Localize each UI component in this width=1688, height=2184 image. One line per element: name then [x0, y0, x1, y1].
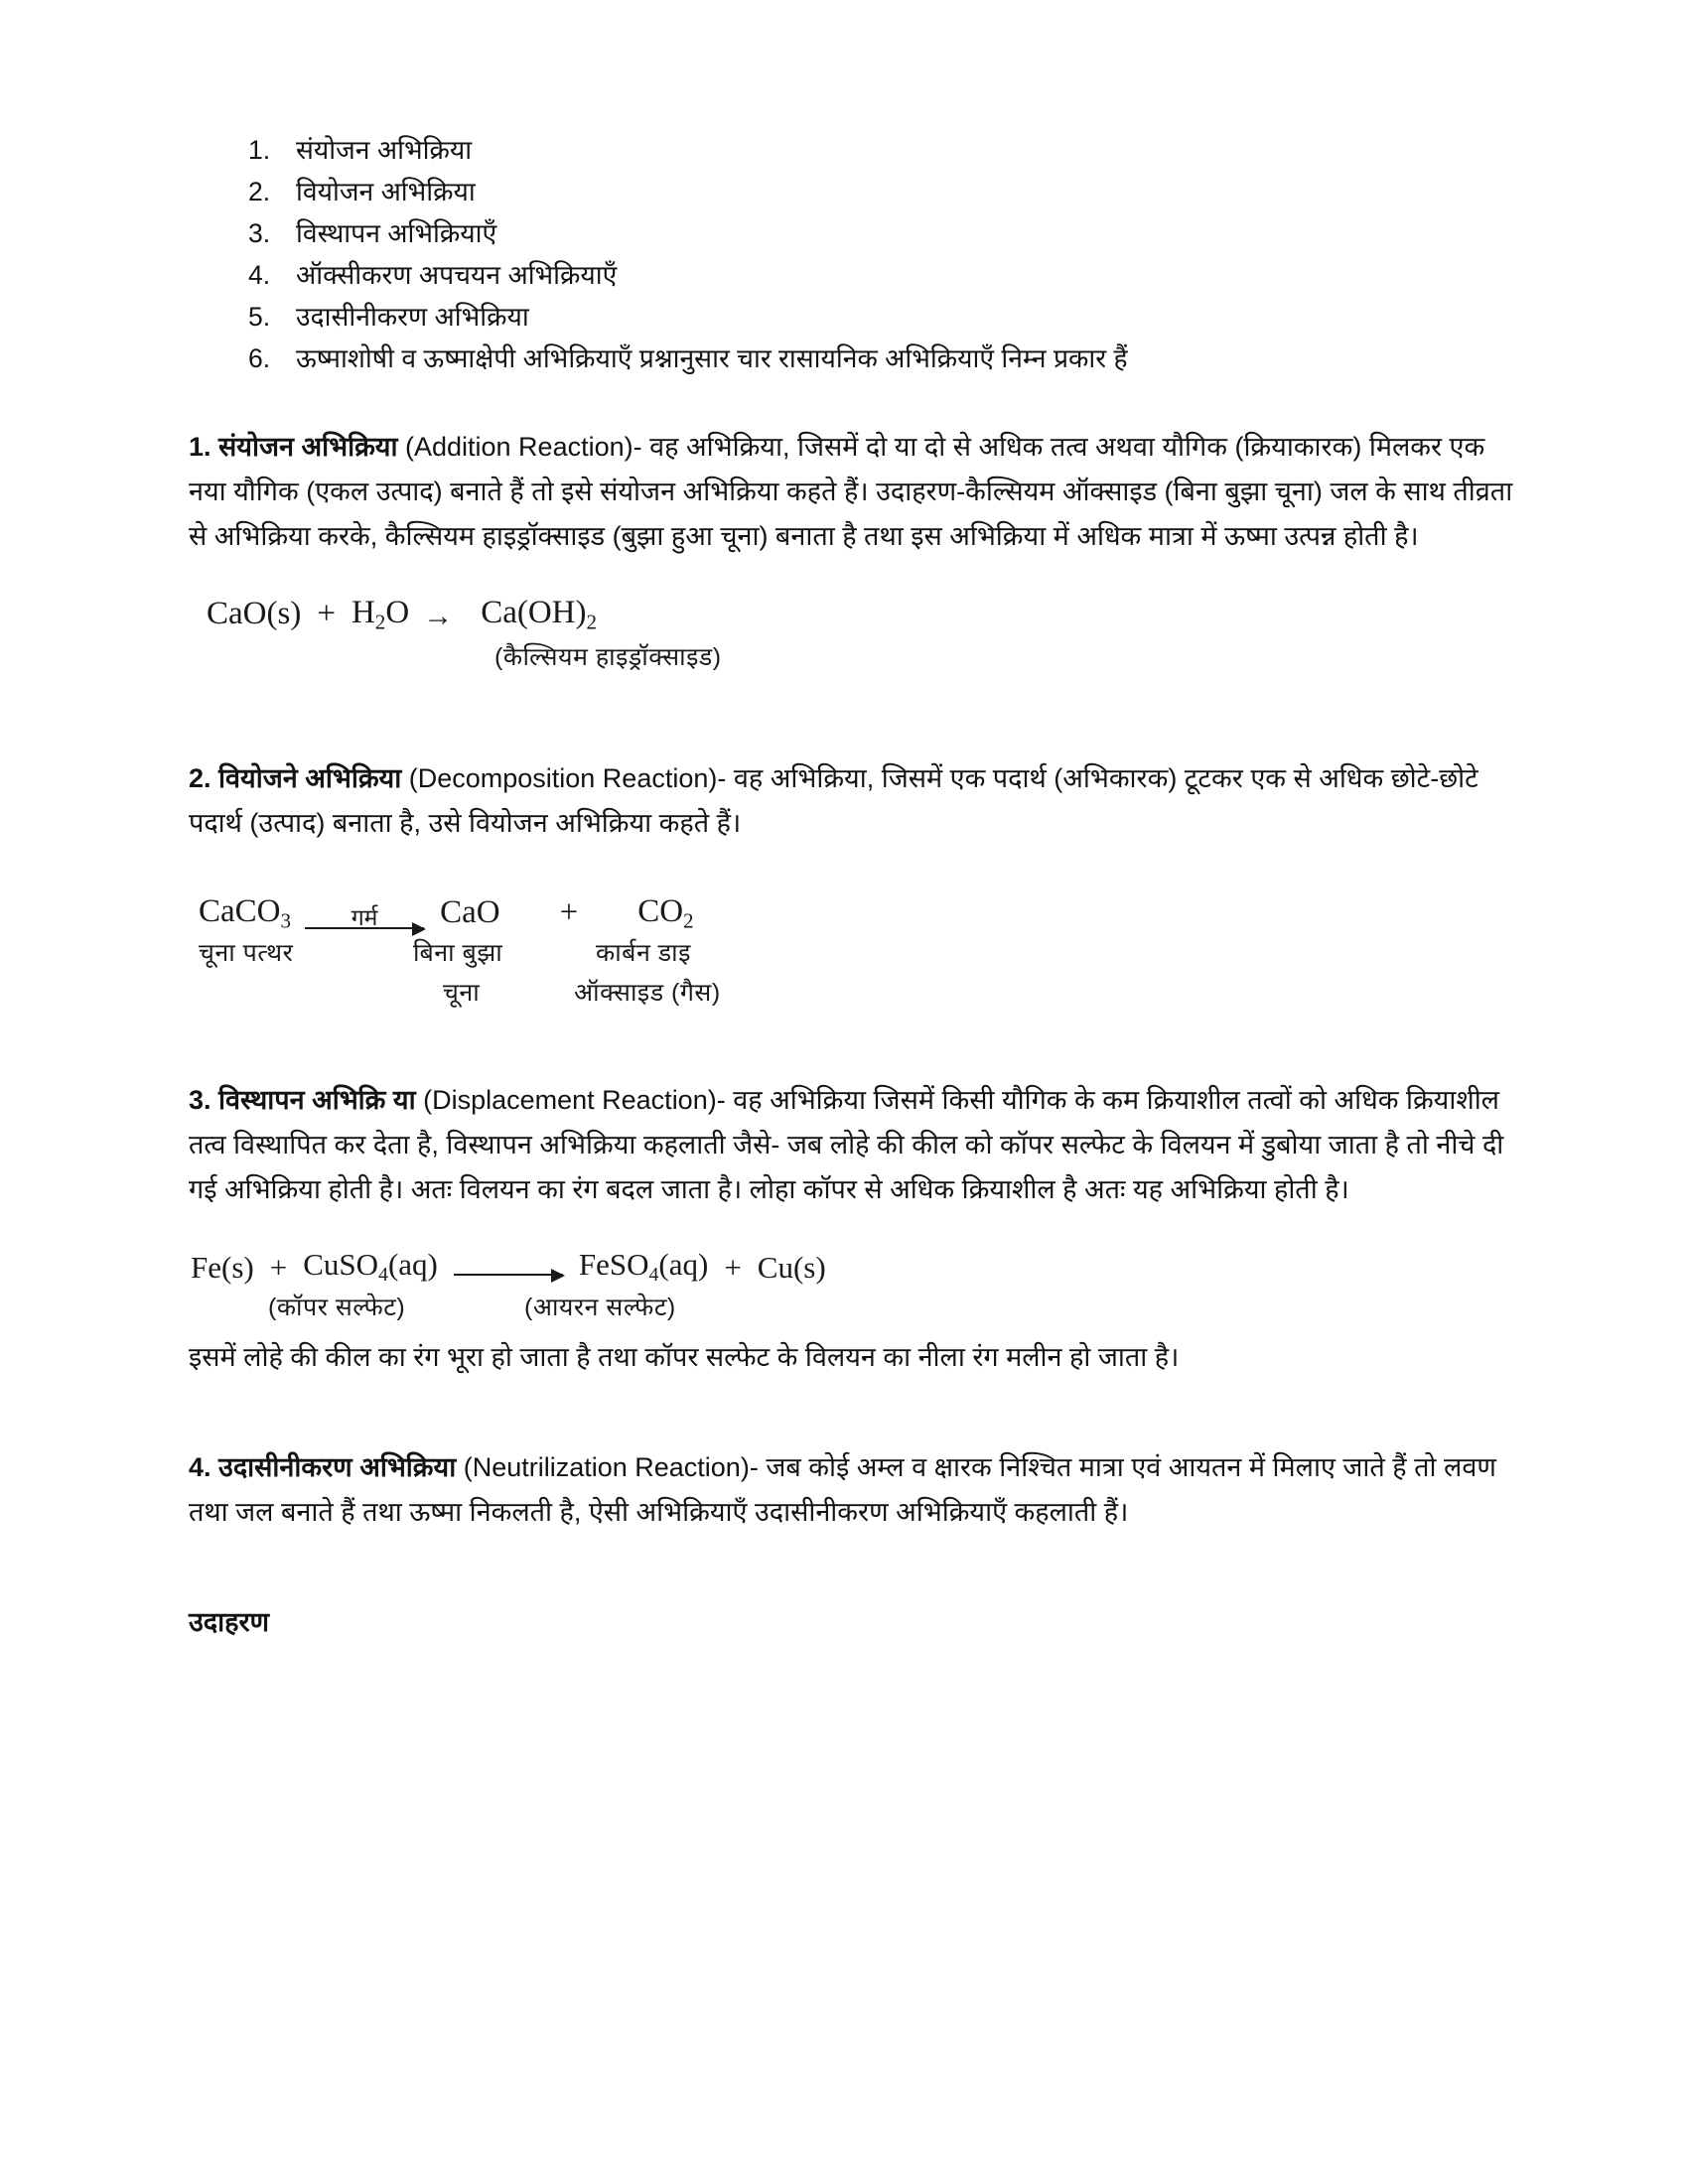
eq3-plus-2: + — [724, 1250, 742, 1286]
eq1-product-main: Ca(OH) — [481, 595, 587, 630]
equation-2-row — [199, 891, 1524, 934]
eq3-arrow-icon — [454, 1274, 563, 1276]
spacer — [189, 1013, 1524, 1058]
eq3-r2-sub: 4 — [378, 1264, 388, 1287]
section-3-heading-english: (Displacement Reaction)- — [423, 1085, 726, 1116]
spacer — [189, 1426, 1524, 1445]
eq3-p1-main: FeSO — [578, 1247, 649, 1283]
section-3-heading-hindi: विस्थापन अभिक्रि या — [218, 1085, 416, 1116]
spacer — [189, 1212, 1524, 1246]
spacer — [189, 723, 1524, 756]
section-1-heading-english: (Addition Reaction)- — [404, 432, 642, 462]
eq2-condition-label: गर्म — [351, 904, 378, 931]
eq1-reactant-2 — [352, 593, 409, 635]
section-1-paragraph — [189, 425, 1524, 559]
eq2-reactant-main: CaCO — [199, 892, 281, 929]
section-3-body: वह अभिक्रिया जिसमें किसी यौगिक के कम क्रियाशील तत्वों को अधिक क्रियाशील तत्व विस्थापित कर देता है, विस्थापन अभिक्रिया कहलाती जैसे- जब लोहे की कील को कॉपर सल्फेट के विलयन में डुबोया जाता है तो नीचे दी गई अभिक्रिया होती है। अतः विलयन का रंग बदल जाता है। लोहा कॉपर से अधिक क्रियाशील है अतः यह अभिक्रिया होती है। — [189, 1085, 1504, 1205]
equation-2-labels-row-2 — [199, 973, 1524, 1013]
eq3-product-2: Cu(s) — [757, 1250, 826, 1286]
equation-2-labels-row-1 — [199, 933, 1524, 973]
equation-3-row — [191, 1246, 1524, 1288]
section-3-number: 3. — [189, 1085, 211, 1116]
eq3-product-1 — [579, 1246, 708, 1288]
list-item: संयोजन अभिक्रिया — [296, 135, 473, 165]
section-1-heading-hindi: संयोजन अभिक्रिया — [218, 432, 398, 462]
eq2-product-1: CaO — [440, 894, 500, 931]
eq3-label-reactant-2: (कॉपर सल्फेट) — [268, 1294, 406, 1322]
section-2-paragraph — [189, 756, 1524, 846]
section-1-body: वह अभिक्रिया, जिसमें दो या दो से अधिक तत्व अथवा यौगिक (क्रियाकारक) मिलकर एक नया यौगिक (एकल उत्पाद) बनाते हैं तो इसे संयोजन अभिक्रिया कहते हैं। उदाहरण-कैल्सियम ऑक्साइड (बिना बुझा चूना) जल के साथ तीव्रता से अभिक्रिया करके, कैल्सियम हाइड्रॉक्साइड (बुझा हुआ चूना) बनाता है तथा इस अभिक्रिया में अधिक मात्रा में ऊष्मा उत्पन्न होती है। — [189, 432, 1513, 551]
spacer — [189, 1535, 1524, 1580]
eq1-product-sub: 2 — [586, 610, 598, 634]
section-4-paragraph — [189, 1445, 1524, 1535]
eq1-r2-tail: O — [385, 595, 410, 630]
eq1-product-label: (कैल्सियम हाइड्रॉक्साइड) — [494, 642, 722, 671]
spacer — [189, 846, 1524, 891]
spacer — [189, 379, 1524, 425]
eq2-label-reactant: चूना पत्थर — [199, 939, 294, 968]
eq2-reactant-sub: 3 — [280, 908, 292, 933]
section-2-number: 2. — [189, 762, 211, 793]
spacer — [189, 1380, 1524, 1426]
eq3-label-product-1: (आयरन सल्फेट) — [524, 1294, 676, 1322]
section-2-heading-hindi: वियोजने अभिक्रिया — [218, 762, 402, 793]
section-3-paragraph — [189, 1078, 1524, 1212]
list-item: ऑक्सीकरण अपचयन अभिक्रियाएँ — [296, 260, 618, 290]
eq1-reactant-1: CaO(s) — [207, 596, 302, 632]
equation-2 — [189, 891, 1524, 1014]
list-item: विस्थापन अभिक्रियाएँ — [296, 218, 497, 248]
eq1-arrow-icon: → — [423, 600, 454, 633]
eq2-product2-main: CO — [637, 892, 684, 929]
list-item: उदासीनीकरण अभिक्रिया — [296, 302, 529, 332]
section-1-number: 1. — [189, 432, 211, 462]
spacer — [189, 677, 1524, 723]
section-4-body: जब कोई अम्ल व क्षारक निश्चित मात्रा एवं आयतन में मिलाए जाते हैं तो लवण तथा जल बनाते हैं तथा ऊष्मा निकलती है, ऐसी अभिक्रियाएँ उदासीनीकरण अभिक्रियाएँ कहलाती हैं। — [189, 1452, 1496, 1528]
eq3-reactant-1: Fe(s) — [191, 1250, 254, 1286]
list-item: ऊष्माशोषी व ऊष्माक्षेपी अभिक्रियाएँ प्रश्नानुसार चार रासायनिक अभिक्रियाएँ निम्न प्रकार हैं — [296, 343, 1128, 373]
eq3-r2-tail: (aq) — [387, 1247, 438, 1283]
example-heading: उदाहरण — [189, 1607, 270, 1638]
eq2-product-2 — [637, 891, 693, 934]
eq1-product — [467, 593, 597, 635]
eq3-r2-main: CuSO — [303, 1247, 379, 1283]
spacer — [189, 1058, 1524, 1078]
reaction-types-list — [189, 129, 1524, 379]
equation-3-labels-row — [191, 1288, 1524, 1325]
eq1-r2-main: H — [351, 595, 375, 630]
eq1-plus: + — [317, 596, 336, 632]
equation-1-row — [207, 593, 1524, 635]
equation-1 — [189, 593, 1524, 677]
section-4-heading-english: (Neutrilization Reaction)- — [463, 1452, 759, 1483]
spacer — [189, 559, 1524, 593]
eq2-label-product1-line2: चूना — [443, 979, 481, 1008]
eq2-label-product2-line2: ऑक्साइड (गैस) — [574, 979, 721, 1008]
eq2-plus: + — [559, 894, 579, 931]
eq2-arrow-shaft — [305, 927, 424, 929]
eq3-reactant-2 — [303, 1246, 438, 1288]
equation-3 — [189, 1246, 1524, 1325]
eq2-product2-sub: 2 — [683, 908, 694, 933]
eq3-plus-1: + — [269, 1250, 288, 1286]
eq2-arrow-icon — [305, 905, 424, 929]
eq2-label-product1-line1: बिना बुझा — [413, 939, 503, 968]
eq3-p1-sub: 4 — [648, 1264, 659, 1287]
eq3-p1-tail: (aq) — [658, 1247, 709, 1283]
eq2-label-product2-line1: कार्बन डाइ — [596, 939, 691, 968]
list-item: वियोजन अभिक्रिया — [296, 177, 476, 206]
spacer — [189, 1580, 1524, 1600]
section-2-heading-english: (Decomposition Reaction)- — [408, 762, 727, 793]
section-2-body: वह अभिक्रिया, जिसमें एक पदार्थ (अभिकारक) टूटकर एक से अधिक छोटे-छोटे पदार्थ (उत्पाद) बनाता है, उसे वियोजन अभिक्रिया कहते हैं। — [189, 762, 1478, 838]
eq2-reactant — [199, 891, 291, 934]
section-4-number: 4. — [189, 1452, 211, 1483]
section-4-heading-hindi: उदासीनीकरण अभिक्रिया — [218, 1452, 457, 1483]
displacement-note: इसमें लोहे की कील का रंग भूरा हो जाता है तथा कॉपर सल्फेट के विलयन का नीला रंग मलीन हो जाता है। — [189, 1342, 1180, 1373]
eq1-r2-sub: 2 — [374, 610, 386, 634]
